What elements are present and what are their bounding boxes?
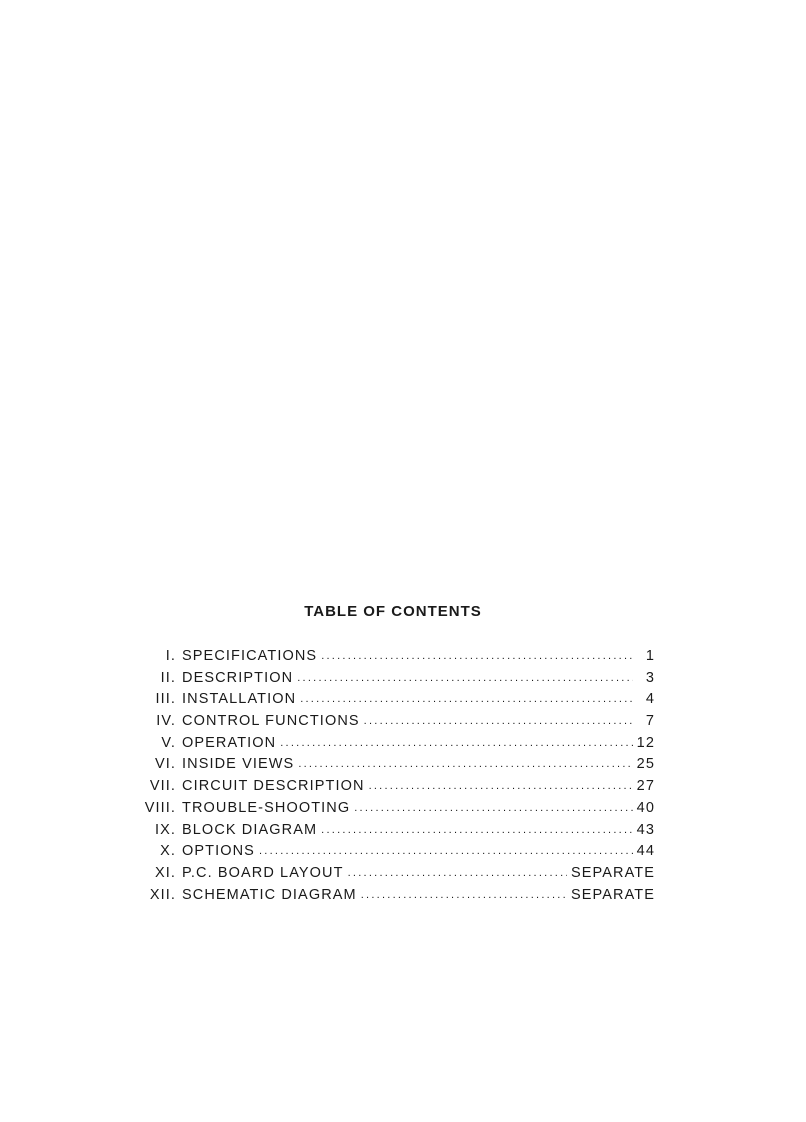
toc-entry-number: II. — [160, 669, 176, 686]
toc-entry — [120, 820, 655, 842]
toc-leader-dots — [369, 776, 633, 790]
toc-entry — [120, 689, 655, 711]
toc-entry-number: IX. — [154, 821, 176, 838]
toc-entry-label: SCHEMATIC DIAGRAM — [182, 886, 357, 903]
toc-entry-number: III. — [155, 691, 176, 708]
toc-entry — [120, 646, 655, 668]
toc-entry-label: TROUBLE-SHOOTING — [182, 799, 351, 816]
toc-entry-label: DESCRIPTION — [182, 669, 294, 686]
toc-entry-number: VI. — [154, 756, 176, 773]
toc-entry-page: 25 — [636, 756, 655, 773]
toc-entry-page: 7 — [645, 713, 655, 730]
toc-entry-page: 3 — [645, 669, 655, 686]
toc-entry — [120, 798, 655, 820]
toc-entry-number: XI. — [154, 864, 176, 881]
toc-leader-dots — [259, 841, 633, 855]
toc-leader-dots — [300, 689, 633, 703]
toc-entry-number: VIII. — [144, 799, 176, 816]
toc-entry-label: BLOCK DIAGRAM — [182, 821, 318, 838]
toc-entry — [120, 733, 655, 755]
toc-entry-page: 40 — [636, 799, 655, 816]
toc-entry-label: INSIDE VIEWS — [182, 756, 295, 773]
toc-entry — [120, 841, 655, 863]
toc-title: TABLE OF CONTENTS — [304, 603, 482, 620]
toc-entry-page: SEPARATE — [570, 864, 655, 881]
toc-entry-page: 44 — [636, 843, 655, 860]
toc-entry-page: 43 — [636, 821, 655, 838]
toc-entry-label: OPERATION — [182, 734, 277, 751]
toc-entry-number: VII. — [149, 778, 176, 795]
toc-entry — [120, 885, 655, 907]
toc-entry-number: I. — [165, 648, 176, 664]
toc-leader-dots — [321, 820, 632, 834]
toc-entry-number: XII. — [149, 886, 176, 903]
toc-entry-label: CIRCUIT DESCRIPTION — [182, 778, 365, 795]
toc-entry — [120, 776, 655, 798]
toc-entry-number: X. — [160, 843, 176, 860]
toc-entry-page: 27 — [636, 778, 655, 795]
toc-entry-label: OPTIONS — [182, 843, 255, 860]
toc-leader-dots — [321, 646, 633, 660]
toc-entry — [120, 668, 655, 690]
toc-entry-label: CONTROL FUNCTIONS — [182, 713, 360, 730]
toc-list — [120, 646, 655, 906]
toc-entry-number: V. — [161, 734, 176, 751]
toc-entry-label: P.C. BOARD LAYOUT — [182, 864, 344, 881]
toc-entry-page: 1 — [645, 648, 655, 664]
toc-entry-page: 4 — [645, 691, 655, 708]
toc-entry-page: 12 — [636, 734, 655, 751]
toc-leader-dots — [280, 733, 632, 747]
toc-leader-dots — [298, 754, 632, 768]
toc-entry-page: SEPARATE — [570, 886, 655, 903]
toc-leader-dots — [297, 668, 633, 682]
toc-entry — [120, 711, 655, 733]
toc-leader-dots — [354, 798, 632, 812]
toc-entry-label: INSTALLATION — [182, 691, 297, 708]
toc-leader-dots — [364, 711, 633, 725]
toc-leader-dots — [361, 885, 567, 899]
toc-entry — [120, 863, 655, 885]
toc-entry — [120, 754, 655, 776]
toc-entry-label: SPECIFICATIONS — [182, 648, 318, 664]
toc-leader-dots — [348, 863, 567, 877]
toc-entry-number: IV. — [156, 713, 176, 730]
